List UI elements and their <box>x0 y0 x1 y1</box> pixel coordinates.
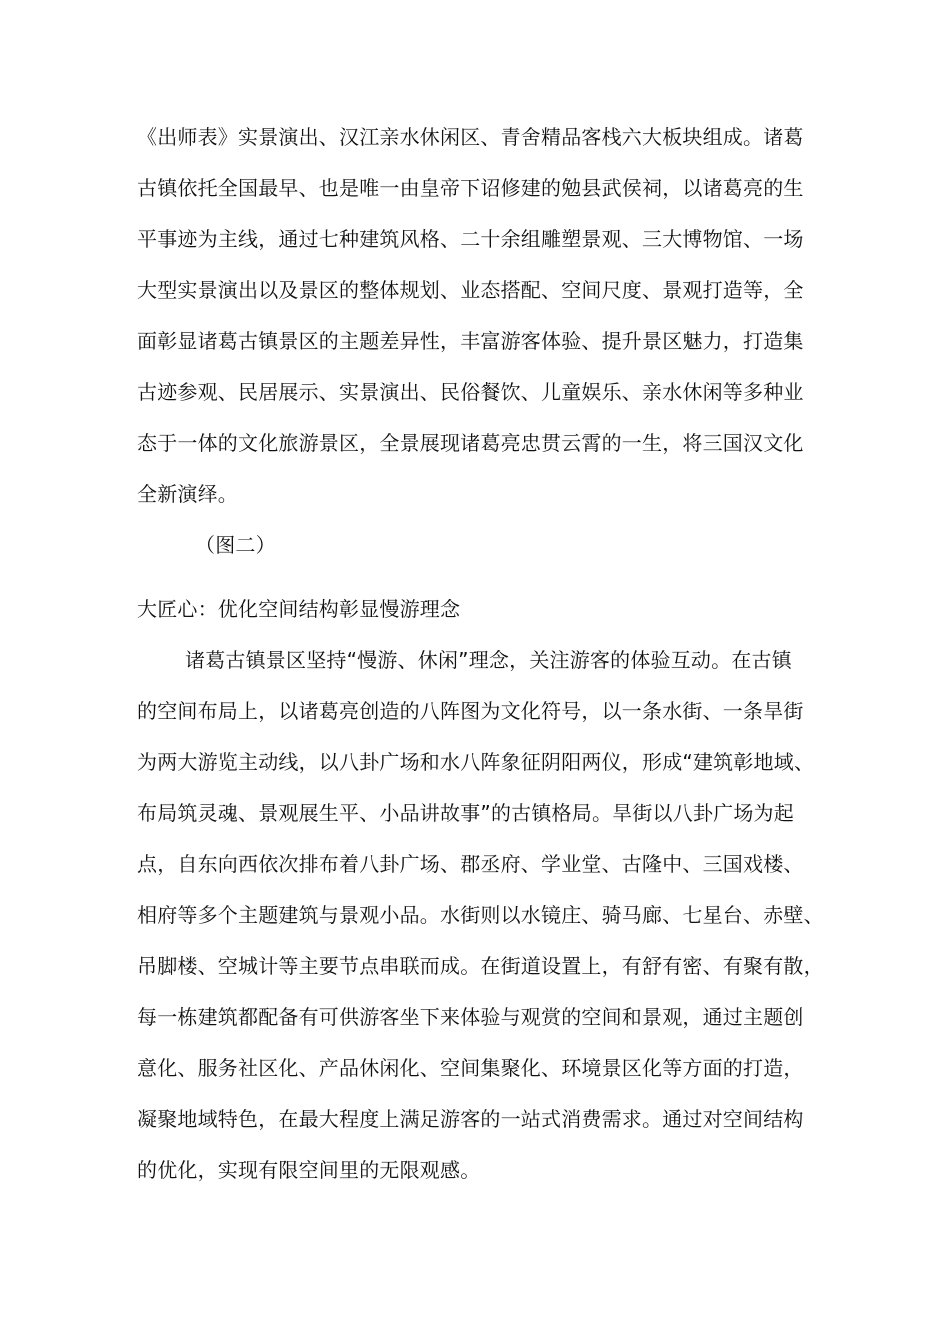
paragraph1-line: 古迹参观、民居展示、实景演出、民俗餐饮、儿童娱乐、亲水休闲等多种业 <box>137 380 804 404</box>
paragraph2-line: 诸葛古镇景区坚持“慢游、休闲”理念，关注游客的体验互动。在古镇 <box>185 648 792 672</box>
paragraph2-line: 吊脚楼、空城计等主要节点串联而成。在街道设置上，有舒有密、有聚有散， <box>137 954 824 978</box>
paragraph1-line: 古镇依托全国最早、也是唯一由皇帝下诏修建的勉县武侯祠，以诸葛亮的生 <box>137 176 804 200</box>
paragraph2-line: 相府等多个主题建筑与景观小品。水街则以水镜庄、骑马廊、七星台、赤壁、 <box>137 903 824 927</box>
section-heading: 大匠心：优化空间结构彰显慢游理念 <box>137 597 461 621</box>
paragraph2-line: 点，自东向西依次排布着八卦广场、郡丞府、学业堂、古隆中、三国戏楼、 <box>137 852 804 876</box>
paragraph2-line: 凝聚地域特色，在最大程度上满足游客的一站式消费需求。通过对空间结构 <box>137 1107 804 1131</box>
paragraph2-line: 的空间布局上，以诸葛亮创造的八阵图为文化符号，以一条水街、一条旱街 <box>137 699 804 723</box>
paragraph2-line: 为两大游览主动线，以八卦广场和水八阵象征阴阳两仪，形成“建筑彰地域、 <box>137 750 815 774</box>
figure-caption: （图二） <box>195 533 276 557</box>
paragraph2-line: 的优化，实现有限空间里的无限观感。 <box>137 1158 481 1182</box>
paragraph1-line: 《出师表》实景演出、汉江亲水休闲区、青舍精品客栈六大板块组成。诸葛 <box>137 125 804 149</box>
paragraph2-line: 意化、服务社区化、产品休闲化、空间集聚化、环境景区化等方面的打造， <box>137 1056 804 1080</box>
paragraph2-line: 布局筑灵魂、景观展生平、小品讲故事”的古镇格局。旱街以八卦广场为起 <box>137 801 794 825</box>
paragraph1-line: 面彰显诸葛古镇景区的主题差异性，丰富游客体验、提升景区魅力，打造集 <box>137 329 804 353</box>
paragraph1-line: 平事迹为主线，通过七种建筑风格、二十余组雕塑景观、三大博物馆、一场 <box>137 227 804 251</box>
paragraph2-line: 每一栋建筑都配备有可供游客坐下来体验与观赏的空间和景观，通过主题创 <box>137 1005 804 1029</box>
paragraph1-line: 全新演绎。 <box>137 482 238 506</box>
paragraph1-line: 大型实景演出以及景区的整体规划、业态搭配、空间尺度、景观打造等，全 <box>137 278 804 302</box>
paragraph1-line: 态于一体的文化旅游景区，全景展现诸葛亮忠贯云霄的一生，将三国汉文化 <box>137 431 804 455</box>
